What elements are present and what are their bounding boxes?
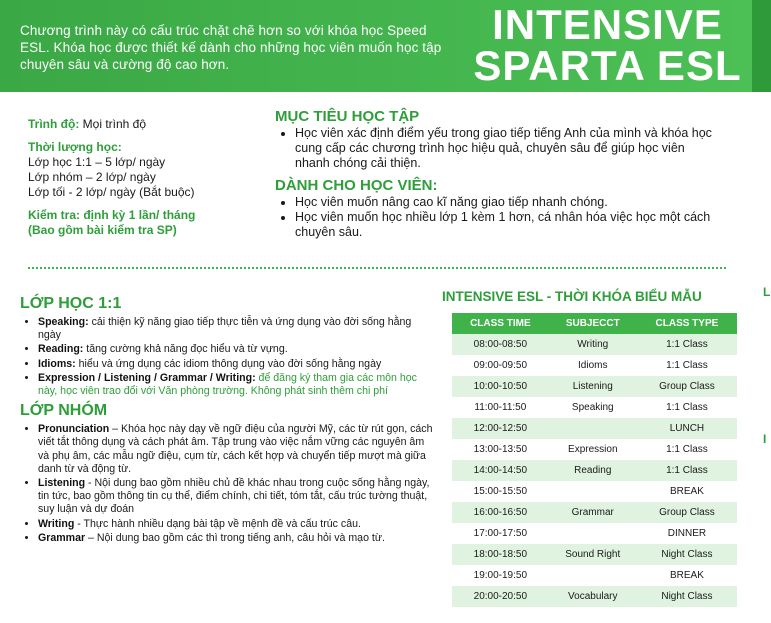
subject-cell: Vocabulary [549,586,637,607]
registration-note: để đăng ký tham gia các môn học này, học viên trao đổi với Văn phòng trường. Không phát sinh thêm chi phí [38,371,417,398]
type-cell: 1:1 Class [666,444,708,455]
audience-item: • Học viên muốn nâng cao kĩ năng giao tiếp nhanh chóng. [295,195,715,210]
subject-cell: Expression [568,444,618,455]
one-on-one-item [38,358,435,371]
dotted-divider [28,267,726,269]
table-row [452,376,737,397]
type-cell: Group Class [637,502,737,523]
time-cell: 19:00-19:50 [473,570,528,581]
subject-cell [549,418,637,439]
subject-cell: Listening [549,376,637,397]
adjacent-page-strip [752,0,771,92]
subject-cell: Speaking [571,402,614,413]
type-cell: 1:1 Class [666,360,708,371]
one-on-one-item [38,343,435,356]
schedule-title: INTENSIVE ESL - THỜI KHÓA BIỂU MẪU [442,289,702,304]
schedule-header-row [452,313,737,334]
audience-item: • Học viên muốn học nhiều lớp 1 kèm 1 hơn, cá nhân hóa việc học một cách chuyên sâu. [295,210,715,240]
item-term: Pronunciation [38,423,110,436]
item-text: – Nội dung bao gồm các thì trong tiếng anh, câu hỏi và mạo từ. [85,531,385,544]
time-cell: 15:00-15:50 [473,486,528,497]
item-term: Grammar [38,531,86,544]
time-cell: 18:00-18:50 [452,544,549,565]
goals-section [275,108,715,246]
course-title [470,1,745,89]
type-cell: BREAK [669,570,704,581]
table-row [452,397,737,418]
one-on-one-list [20,316,435,398]
item-text: tăng cường khả năng đọc hiểu và từ vựng. [83,343,288,356]
item-term: Speaking: [38,316,89,328]
group-list [20,423,435,545]
time-cell: 10:00-10:50 [452,376,549,397]
one-on-one-item [38,316,435,342]
test-label-note: (Bao gồm bài kiểm tra SP) [28,223,177,237]
adjacent-page-heading-fragment: L [763,285,771,299]
adjacent-page-heading-fragment: I [763,432,767,446]
one-on-one-item [38,372,435,398]
subject-cell: Reading [549,460,637,481]
item-text: cải thiện kỹ năng giao tiếp thực tiễn và ứng dụng vào đời sống hằng ngày [38,316,412,342]
table-row [452,481,737,502]
audience-title: DÀNH CHO HỌC VIÊN: [275,177,438,194]
type-cell: Night Class [637,544,737,565]
item-term: Reading: [38,343,84,356]
goals-item: • Học viên xác định điểm yếu trong giao tiếp tiếng Anh của mình và khóa học cung cấp các chương trình học hiệu quả, chuyên sâu để giúp học viên nhanh chóng cải thiện. [295,126,715,171]
type-cell: 1:1 Class [637,334,737,355]
column-header: SUBJECCT [549,313,637,334]
time-cell: 13:00-13:50 [473,444,528,455]
table-row [452,565,737,586]
column-header: CLASS TYPE [637,313,737,334]
test-info [28,208,268,238]
item-text: - Thực hành nhiều dạng bài tập về mệnh đề và cấu trúc câu. [74,517,361,530]
header-banner [0,0,752,92]
group-title: LỚP NHÓM [20,402,108,420]
type-cell: BREAK [669,486,704,497]
time-cell: 09:00-09:50 [473,360,528,371]
time-cell: 14:00-14:50 [452,460,549,481]
course-title-line2: SPARTA ESL [473,42,742,89]
type-cell: DINNER [667,528,707,539]
table-row [452,586,737,607]
goals-list [275,126,715,171]
subject-cell: Sound Right [549,544,637,565]
time-cell: 08:00-08:50 [452,334,549,355]
table-row [452,439,737,460]
audience-list [275,195,715,240]
type-cell: LUNCH [637,418,737,439]
goals-title: MỤC TIÊU HỌC TẬP [275,108,420,125]
duration-label: Thời lượng học: [28,140,122,154]
course-info [28,117,268,246]
time-cell: 20:00-20:50 [452,586,549,607]
level-value: Mọi trình độ [79,117,147,131]
table-row [452,502,737,523]
classes-section [20,295,435,549]
table-row [452,544,737,565]
table-row [452,355,737,376]
subject-cell [549,565,637,586]
course-description: Chương trình này có cấu trúc chặt chẽ hơn so với khóa học Speed ESL. Khóa học được thiết kế dành cho những học viên muốn học tập chuyên sâu và cường độ cao hơn. [20,23,442,72]
subject-cell [549,523,637,544]
item-term: Idioms: [38,357,76,370]
level-info [28,117,268,132]
duration-info [28,140,268,200]
course-title-line1: INTENSIVE [492,1,723,48]
subject-cell: Idioms [578,360,608,371]
group-item [38,518,435,531]
duration-item: Lớp tối - 2 lớp/ ngày (Bắt buộc) [28,185,195,199]
duration-item: Lớp học 1:1 – 5 lớp/ ngày [28,155,166,169]
table-row [452,418,737,439]
subject-cell: Writing [549,334,637,355]
item-term: Listening [38,477,86,490]
duration-item: Lớp nhóm – 2 lớp/ ngày [28,170,156,184]
subject-cell: Grammar [549,502,637,523]
type-cell: Night Class [637,586,737,607]
table-row [452,334,737,355]
group-item [38,423,435,476]
type-cell: Group Class [637,376,737,397]
table-row [452,460,737,481]
item-text: – Khóa học này dạy về ngữ điệu của người Mỹ, các từ rút gọn, cách viết tắt thông dụng và cách phát âm. Tập trung vào việc nắm vững các nguyên âm và phụ âm, các mẫu ngữ điệu, cụm từ, cách kết hợp và chuyển tiếp mượt mà giữa danh từ và động từ. [38,423,433,475]
group-item [38,477,435,517]
item-text: hiểu và ứng dụng các idiom thông dụng vào đời sống hằng ngày [75,357,382,370]
level-label: Trình độ: [28,117,80,131]
schedule-table [452,313,737,607]
time-cell: 11:00-11:50 [474,402,527,413]
type-cell: 1:1 Class [666,402,708,413]
type-cell: 1:1 Class [637,460,737,481]
column-header: CLASS TIME [452,313,549,334]
table-row [452,523,737,544]
time-cell: 12:00-12:50 [452,418,549,439]
test-label: Kiểm tra: định kỳ 1 lần/ tháng [28,208,196,222]
subject-cell [549,481,637,502]
time-cell: 16:00-16:50 [452,502,549,523]
item-text: - Nội dung bao gồm nhiều chủ đề khác nhau trong cuộc sống hằng ngày, tin tức, bao gồm thông tin cụ thể, điểm chính, chi tiết, tóm tắt, cấu trúc tường thuật, suy luận và dự đoán [38,477,430,516]
item-term: Writing [38,517,75,530]
time-cell: 17:00-17:50 [473,528,528,539]
one-on-one-title: LỚP HỌC 1:1 [20,295,122,312]
group-item [38,532,435,545]
item-term: Expression / Listening / Grammar / Writing: [38,371,256,384]
